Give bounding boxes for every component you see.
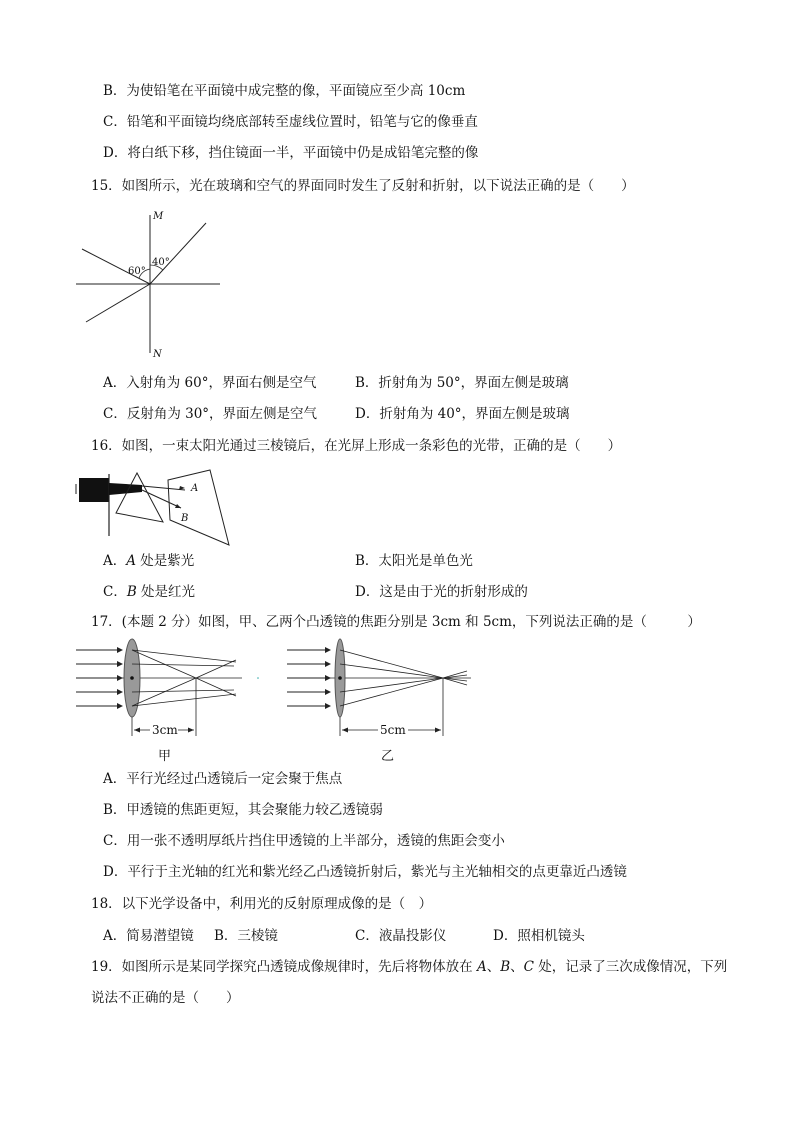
- q16-option-c: C．B 处是红光: [103, 584, 196, 600]
- q18-option-d: D．照相机镜头: [493, 928, 585, 944]
- q16-option-b: B．太阳光是单色光: [355, 553, 473, 569]
- q15-angle-40: 40°: [152, 257, 170, 268]
- q16-label-b: B: [181, 513, 189, 524]
- q18-option-b: B．三棱镜: [214, 928, 278, 944]
- q15-label-m: M: [153, 211, 164, 222]
- q19-stem: 19．如图所示是某同学探究凸透镜成像规律时，先后将物体放在 A、B、C 处，记录了三次成像情况，下列: [91, 959, 728, 975]
- q17-caption-left: 甲: [158, 749, 172, 764]
- q17-option-c: C．用一张不透明厚纸片挡住甲透镜的上半部分，透镜的焦距会变小: [103, 833, 505, 849]
- q18-option-a: A．简易潜望镜: [103, 928, 194, 944]
- q14-option-d: D．将白纸下移，挡住镜面一半，平面镜中仍是成铅笔完整的像: [103, 145, 479, 161]
- q17-lens-figure-right: [285, 638, 485, 768]
- q17-stem: 17．(本题 2 分）如图，甲、乙两个凸透镜的焦距分别是 3cm 和 5cm，下列说法正确的是（ ）: [91, 614, 701, 630]
- q16-stem: 16．如图，一束太阳光通过三棱镜后，在光屏上形成一条彩色的光带，正确的是（ ）: [91, 438, 622, 454]
- q17-lens-figure-left: [72, 638, 272, 768]
- q16-label-a: A: [191, 483, 199, 494]
- q14-option-c: C．铅笔和平面镜均绕底部转至虚线位置时，铅笔与它的像垂直: [103, 114, 478, 130]
- q15-angle-60: 60°: [128, 266, 146, 277]
- q17-option-d: D．平行于主光轴的红光和紫光经乙凸透镜折射后，紫光与主光轴相交的点更靠近凸透镜: [103, 864, 627, 880]
- q15-option-c: C．反射角为 30°，界面左侧是空气: [103, 406, 318, 422]
- q19-stem-line2: 说法不正确的是（ ）: [91, 990, 240, 1006]
- q17-option-a: A．平行光经过凸透镜后一定会聚于焦点: [103, 771, 343, 787]
- q16-prism-figure: [72, 468, 232, 548]
- q15-option-d: D．折射角为 40°，界面左侧是玻璃: [355, 406, 570, 422]
- q17-dim-right: 5cm: [380, 723, 406, 737]
- q15-stem: 15．如图所示，光在玻璃和空气的界面同时发生了反射和折射，以下说法正确的是（ ）: [91, 178, 635, 194]
- q17-option-b: B．甲透镜的焦距更短，其会聚能力较乙透镜弱: [103, 802, 383, 818]
- q16-option-a: A．A 处是紫光: [103, 553, 195, 569]
- q15-label-n: N: [153, 349, 162, 360]
- q16-option-d: D．这是由于光的折射形成的: [355, 584, 528, 600]
- q14-option-b: B．为使铅笔在平面镜中成完整的像，平面镜应至少高 10cm: [103, 83, 466, 99]
- q18-stem: 18．以下光学设备中，利用光的反射原理成像的是（ ）: [91, 896, 433, 912]
- q18-option-c: C．液晶投影仪: [355, 928, 447, 944]
- q15-refraction-figure: [72, 205, 232, 365]
- q17-dim-left: 3cm: [152, 723, 178, 737]
- q15-option-b: B．折射角为 50°，界面左侧是玻璃: [355, 375, 569, 391]
- q17-caption-right: 乙: [381, 749, 395, 764]
- q15-option-a: A．入射角为 60°，界面右侧是空气: [103, 375, 317, 391]
